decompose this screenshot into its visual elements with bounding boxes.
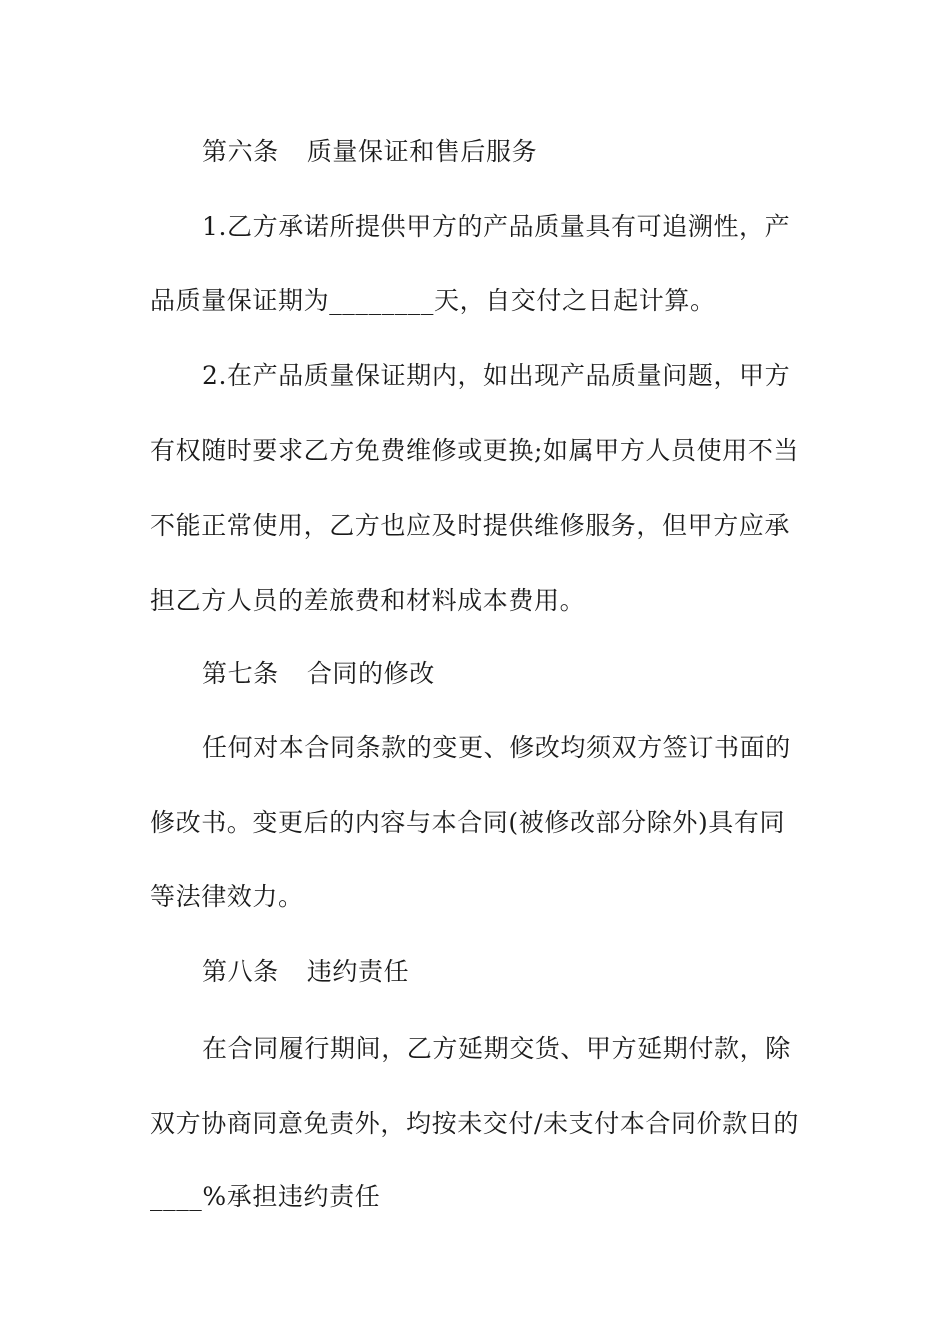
article-6-line-2: 品质量保证期为________天，自交付之日起计算。 <box>150 286 716 315</box>
article-8-line-1: 在合同履行期间，乙方延期交货、甲方延期付款，除 <box>202 1034 791 1063</box>
article-7-title: 合同的修改 <box>306 659 435 688</box>
article-6-line-1: 1.乙方承诺所提供甲方的产品质量具有可追溯性，产 <box>202 212 791 241</box>
article-8-heading <box>202 956 862 988</box>
article-8-title: 违约责任 <box>306 957 410 986</box>
article-6-title: 质量保证和售后服务 <box>306 137 538 166</box>
article-8-line-3: ____%承担违约责任 <box>150 1182 381 1211</box>
article-8-number: 第八条 <box>202 957 279 986</box>
article-7-heading <box>202 658 862 690</box>
article-8-line-2: 双方协商同意免责外，均按未交付/未支付本合同价款日的 <box>150 1109 800 1138</box>
article-7-line-2: 修改书。变更后的内容与本合同(被修改部分除外)具有同 <box>150 808 786 837</box>
article-7-line-1: 任何对本合同条款的变更、修改均须双方签订书面的 <box>202 733 791 762</box>
article-7-line-3: 等法律效力。 <box>150 882 304 911</box>
article-6-line-5: 不能正常使用，乙方也应及时提供维修服务，但甲方应承 <box>150 511 791 540</box>
article-6-line-6: 担乙方人员的差旅费和材料成本费用。 <box>150 586 586 615</box>
article-7-number: 第七条 <box>202 659 279 688</box>
article-6-line-3: 2.在产品质量保证期内，如出现产品质量问题，甲方 <box>202 361 791 390</box>
article-6-line-4: 有权随时要求乙方免费维修或更换;如属甲方人员使用不当 <box>150 436 800 465</box>
article-6-heading <box>202 136 862 168</box>
article-6-number: 第六条 <box>202 137 279 166</box>
